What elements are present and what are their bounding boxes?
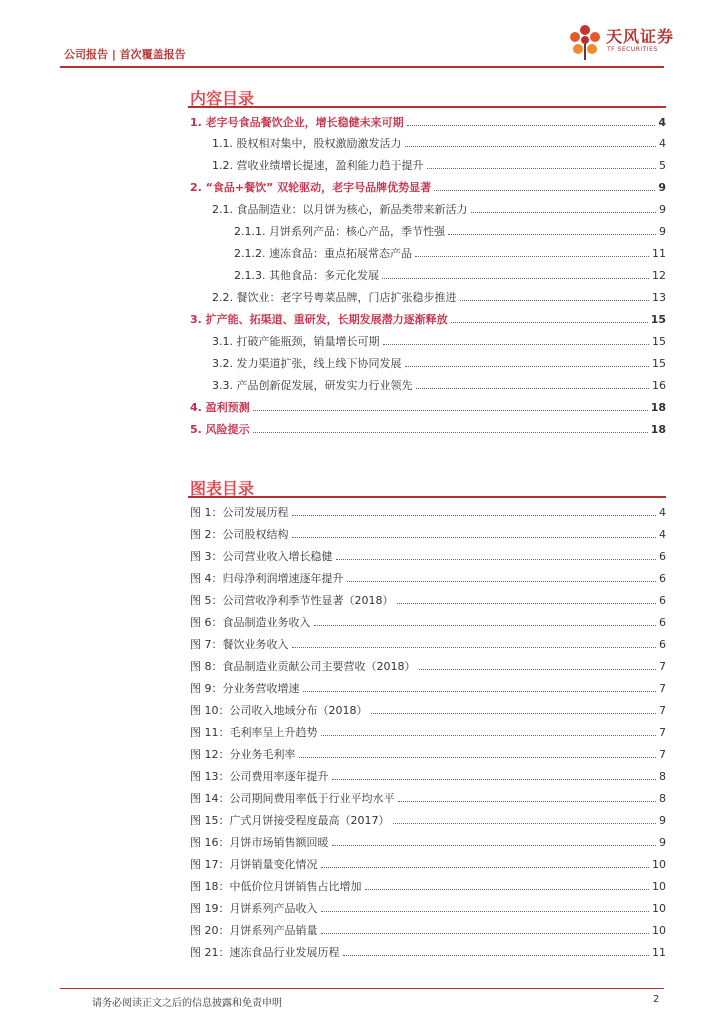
toc-entry-page: 11 (652, 247, 666, 260)
toc-entry-text: 2. “食品+餐饮” 双轮驱动，老字号品牌优势显著 (190, 181, 432, 194)
leader-dots (332, 779, 657, 780)
toc-entry-page: 5 (659, 159, 666, 172)
footer-disclaimer: 请务必阅读正文之后的信息披露和免责申明 (92, 998, 282, 1009)
figure-entry-text: 图 13：公司费用率逐年提升 (190, 770, 329, 783)
toc-entry-text: 3.3. 产品创新促发展，研发实力行业领先 (212, 379, 413, 392)
figure-entry-page: 7 (659, 748, 666, 761)
brand-name: 天风证券 (606, 27, 675, 46)
figure-entry[interactable] (190, 922, 666, 938)
toc-entry-text: 2.1.3. 其他食品：多元化发展 (234, 269, 379, 282)
figure-entry-page: 9 (659, 814, 666, 827)
figure-entry-page: 8 (659, 770, 666, 783)
toc-entry-text: 1. 老字号食品餐饮企业，增长稳健未来可期 (190, 116, 404, 129)
toc-entry-text: 5. 风险提示 (190, 423, 250, 436)
figures-title: 图表目录 (190, 479, 255, 498)
figure-entry[interactable] (190, 878, 666, 894)
toc-entry-text: 2.2. 餐饮业：老字号粤菜品牌，门店扩张稳步推进 (212, 291, 457, 304)
toc-entry-page: 9 (658, 181, 666, 194)
figure-entry[interactable] (190, 900, 666, 916)
figure-entry-page: 6 (659, 550, 666, 563)
figure-entry-page: 9 (659, 836, 666, 849)
leader-dots (382, 278, 649, 279)
toc-entry[interactable] (190, 377, 666, 393)
figure-entry-page: 10 (652, 924, 666, 937)
figure-entry[interactable] (190, 504, 666, 520)
figure-entry-page: 7 (659, 704, 666, 717)
figure-entry[interactable] (190, 614, 666, 630)
toc-entry-page: 15 (650, 313, 666, 326)
figure-entry-text: 图 8：食品制造业贡献公司主要营收（2018） (190, 660, 416, 673)
toc-entry-page: 13 (652, 291, 666, 304)
leader-dots (303, 691, 657, 692)
toc-entry-page: 9 (659, 225, 666, 238)
toc-entry-text: 3.1. 打破产能瓶颈，销量增长可期 (212, 335, 380, 348)
figure-entry-page: 10 (652, 902, 666, 915)
figure-entry-text: 图 16：月饼市场销售额回暖 (190, 836, 329, 849)
toc-entry[interactable] (190, 267, 666, 283)
header-divider (60, 66, 664, 68)
toc-entry-page: 12 (652, 269, 666, 282)
toc-entry[interactable] (190, 179, 666, 195)
toc-entry-text: 1.1. 股权相对集中，股权激励激发活力 (212, 137, 402, 150)
figure-entry[interactable] (190, 856, 666, 872)
leader-dots (405, 366, 650, 367)
leader-dots (292, 647, 657, 648)
figure-entry-text: 图 4：归母净利润增速逐年提升 (190, 572, 344, 585)
figure-entry[interactable] (190, 944, 666, 960)
leader-dots (471, 212, 657, 213)
leader-dots (460, 300, 650, 301)
figure-entry[interactable] (190, 636, 666, 652)
brand-subtitle: TF SECURITIES (607, 46, 658, 53)
toc-entry-page: 18 (650, 423, 666, 436)
leader-dots (314, 625, 657, 626)
leader-dots (292, 515, 657, 516)
figure-entry-text: 图 17：月饼销量变化情况 (190, 858, 318, 871)
figure-entry[interactable] (190, 746, 666, 762)
leader-dots (336, 559, 657, 560)
leader-dots (365, 889, 650, 890)
figure-entry-text: 图 9：分业务营收增速 (190, 682, 300, 695)
figure-entry-page: 6 (659, 616, 666, 629)
figure-entry[interactable] (190, 548, 666, 564)
toc-title: 内容目录 (190, 89, 255, 108)
figure-entry-page: 10 (652, 880, 666, 893)
figure-entry[interactable] (190, 570, 666, 586)
figure-entry-text: 图 12：分业务毛利率 (190, 748, 296, 761)
figure-entry-page: 7 (659, 682, 666, 695)
figure-entry[interactable] (190, 768, 666, 784)
leader-dots (434, 190, 655, 191)
leader-dots (448, 234, 656, 235)
figure-entry-page: 7 (659, 726, 666, 739)
figure-entry-text: 图 1：公司发展历程 (190, 506, 289, 519)
leader-dots (397, 603, 657, 604)
figure-entry-text: 图 7：餐饮业务收入 (190, 638, 289, 651)
leader-dots (415, 256, 649, 257)
report-type-label: 公司报告 | 首次覆盖报告 (64, 48, 186, 61)
toc-entry[interactable] (190, 135, 666, 151)
toc-entry[interactable] (190, 421, 666, 437)
toc-entry[interactable] (190, 223, 666, 239)
figure-entry-page: 4 (659, 506, 666, 519)
figure-entry[interactable] (190, 812, 666, 828)
figure-entry-page: 10 (652, 858, 666, 871)
figure-entry-text: 图 11：毛利率呈上升趋势 (190, 726, 318, 739)
figure-entry[interactable] (190, 834, 666, 850)
leader-dots (383, 344, 650, 345)
leader-dots (321, 867, 650, 868)
leader-dots (321, 933, 650, 934)
figure-entry[interactable] (190, 724, 666, 740)
figures-title-divider (188, 496, 666, 498)
figure-entry[interactable] (190, 526, 666, 542)
toc-entry-page: 9 (659, 203, 666, 216)
figure-entry-text: 图 3：公司营业收入增长稳健 (190, 550, 333, 563)
toc-entry-page: 18 (650, 401, 666, 414)
leader-dots (407, 125, 656, 126)
leader-dots (292, 537, 657, 538)
leader-dots (419, 669, 657, 670)
toc-entry-text: 3.2. 发力渠道扩张，线上线下协同发展 (212, 357, 402, 370)
toc-title-divider (188, 106, 666, 108)
figure-entry-text: 图 5：公司营收净利季节性显著（2018） (190, 594, 394, 607)
figure-entry-page: 8 (659, 792, 666, 805)
toc-entry-page: 15 (652, 335, 666, 348)
figure-entry-text: 图 19：月饼系列产品收入 (190, 902, 318, 915)
leader-dots (347, 581, 657, 582)
toc-entry-text: 1.2. 营收业绩增长提速，盈利能力趋于提升 (212, 159, 424, 172)
toc-entry-text: 2.1. 食品制造业：以月饼为核心，新品类带来新活力 (212, 203, 468, 216)
figure-entry[interactable] (190, 790, 666, 806)
toc-entry-page: 16 (652, 379, 666, 392)
leader-dots (321, 735, 657, 736)
toc-entry-text: 2.1.1. 月饼系列产品：核心产品，季节性强 (234, 225, 445, 238)
toc-entry[interactable] (190, 311, 666, 327)
figure-entry-text: 图 18：中低价位月饼销售占比增加 (190, 880, 362, 893)
toc-entry-page: 4 (659, 137, 666, 150)
leader-dots (451, 322, 648, 323)
figure-entry-text: 图 2：公司股权结构 (190, 528, 289, 541)
toc-entry[interactable] (190, 114, 666, 130)
figure-entry-text: 图 14：公司期间费用率低于行业平均水平 (190, 792, 395, 805)
figure-entry-text: 图 10：公司收入地域分布（2018） (190, 704, 368, 717)
footer-divider (60, 988, 664, 989)
toc-entry[interactable] (190, 245, 666, 261)
figure-entry-text: 图 21：速冻食品行业发展历程 (190, 946, 340, 959)
flower-logo-icon (566, 22, 604, 62)
figure-entry-page: 7 (659, 660, 666, 673)
figure-entry-text: 图 6：食品制造业务收入 (190, 616, 311, 629)
leader-dots (416, 388, 650, 389)
toc-entry-page: 4 (658, 116, 666, 129)
leader-dots (299, 757, 657, 758)
figure-entry-page: 6 (659, 572, 666, 585)
figure-entry[interactable] (190, 680, 666, 696)
toc-entry-text: 4. 盈利预测 (190, 401, 250, 414)
leader-dots (393, 823, 657, 824)
toc-entry-page: 15 (652, 357, 666, 370)
toc-entry[interactable] (190, 289, 666, 305)
toc-entry-text: 2.1.2. 速冻食品：重点拓展常态产品 (234, 247, 412, 260)
page-number: 2 (653, 994, 660, 1005)
figure-entry-text: 图 15：广式月饼接受程度最高（2017） (190, 814, 390, 827)
toc-entry[interactable] (190, 355, 666, 371)
leader-dots (398, 801, 657, 802)
leader-dots (405, 146, 657, 147)
toc-entry[interactable] (190, 399, 666, 415)
figure-entry-page: 4 (659, 528, 666, 541)
toc-entry[interactable] (190, 157, 666, 173)
figure-entry[interactable] (190, 658, 666, 674)
figure-entry[interactable] (190, 702, 666, 718)
figure-entry-page: 6 (659, 638, 666, 651)
figure-entry-text: 图 20：月饼系列产品销量 (190, 924, 318, 937)
leader-dots (321, 911, 650, 912)
toc-entry-text: 3. 扩产能、拓渠道、重研发，长期发展潜力逐渐释放 (190, 313, 448, 326)
figure-entry[interactable] (190, 592, 666, 608)
leader-dots (343, 955, 650, 956)
brand-logo (566, 22, 676, 62)
leader-dots (332, 845, 657, 846)
leader-dots (253, 410, 648, 411)
leader-dots (427, 168, 657, 169)
toc-entry[interactable] (190, 201, 666, 217)
figure-entry-page: 11 (652, 946, 666, 959)
leader-dots (371, 713, 657, 714)
page-header (0, 0, 724, 64)
figure-entry-page: 6 (659, 594, 666, 607)
leader-dots (253, 432, 648, 433)
toc-entry[interactable] (190, 333, 666, 349)
